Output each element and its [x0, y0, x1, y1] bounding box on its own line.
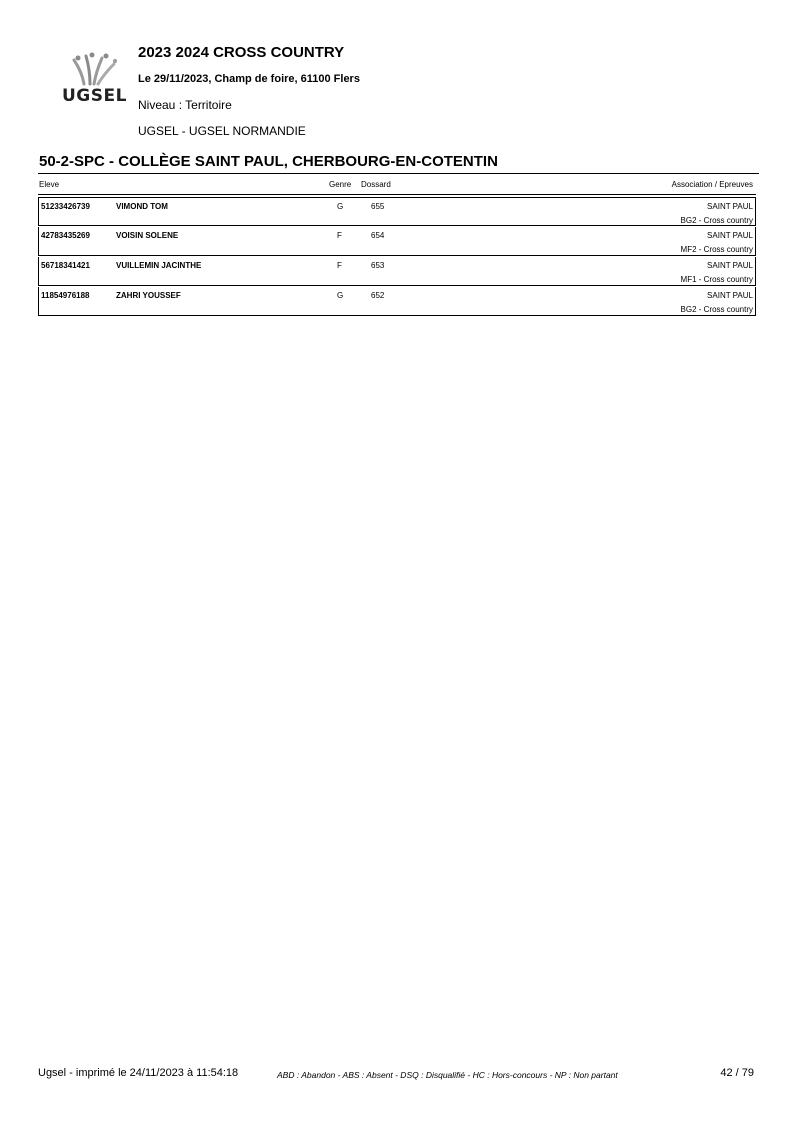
table-row	[38, 287, 756, 316]
abbreviations-legend: ABD : Abandon - ABS : Absent - DSQ : Disqualifié - HC : Hors-concours - NP : Non partant	[277, 1070, 618, 1080]
student-epreuve: BG2 - Cross country	[680, 305, 753, 314]
club-title: 50-2-SPC - COLLÈGE SAINT PAUL, CHERBOURG-EN-COTENTIN	[39, 153, 498, 170]
student-name: ZAHRI YOUSSEF	[116, 291, 181, 300]
event-date-location: Le 29/11/2023, Champ de foire, 61100 Flers	[138, 73, 360, 85]
student-epreuve: MF1 - Cross country	[680, 275, 753, 284]
student-association: SAINT PAUL	[707, 261, 753, 270]
table-row	[38, 197, 756, 226]
student-id: 56718341421	[41, 261, 90, 270]
results-table	[38, 197, 756, 317]
table-row	[38, 227, 756, 256]
print-timestamp: Ugsel - imprimé le 24/11/2023 à 11:54:18	[38, 1067, 239, 1079]
header-eleve: Eleve	[39, 180, 60, 189]
event-organisation: UGSEL - UGSEL NORMANDIE	[138, 124, 306, 138]
header-genre: Genre	[329, 180, 352, 189]
event-title: 2023 2024 CROSS COUNTRY	[138, 44, 345, 61]
header-association: Association / Epreuves	[671, 180, 753, 189]
student-dossard: 653	[371, 261, 385, 270]
student-association: SAINT PAUL	[707, 202, 753, 211]
student-id: 11854976188	[41, 291, 90, 300]
student-id: 51233426739	[41, 202, 90, 211]
logo-text: UGSEL	[62, 86, 127, 106]
student-association: SAINT PAUL	[707, 291, 753, 300]
ugsel-logo	[60, 52, 126, 106]
student-genre: G	[337, 291, 344, 300]
header-dossard: Dossard	[361, 180, 391, 189]
student-dossard: 655	[371, 202, 385, 211]
student-genre: G	[337, 202, 344, 211]
student-name: VIMOND TOM	[116, 202, 168, 211]
page-number: 42 / 79	[720, 1067, 754, 1079]
runners-logo-icon	[68, 52, 120, 86]
student-name: VUILLEMIN JACINTHE	[116, 261, 202, 270]
table-row	[38, 257, 756, 286]
event-level: Niveau : Territoire	[138, 98, 232, 112]
student-dossard: 654	[371, 231, 385, 240]
student-genre: F	[337, 261, 342, 270]
student-dossard: 652	[371, 291, 385, 300]
club-divider	[38, 173, 759, 174]
student-name: VOISIN SOLENE	[116, 231, 179, 240]
student-id: 42783435269	[41, 231, 90, 240]
student-genre: F	[337, 231, 342, 240]
student-epreuve: BG2 - Cross country	[680, 216, 753, 225]
table-header	[38, 178, 756, 195]
student-association: SAINT PAUL	[707, 231, 753, 240]
student-epreuve: MF2 - Cross country	[680, 245, 753, 254]
